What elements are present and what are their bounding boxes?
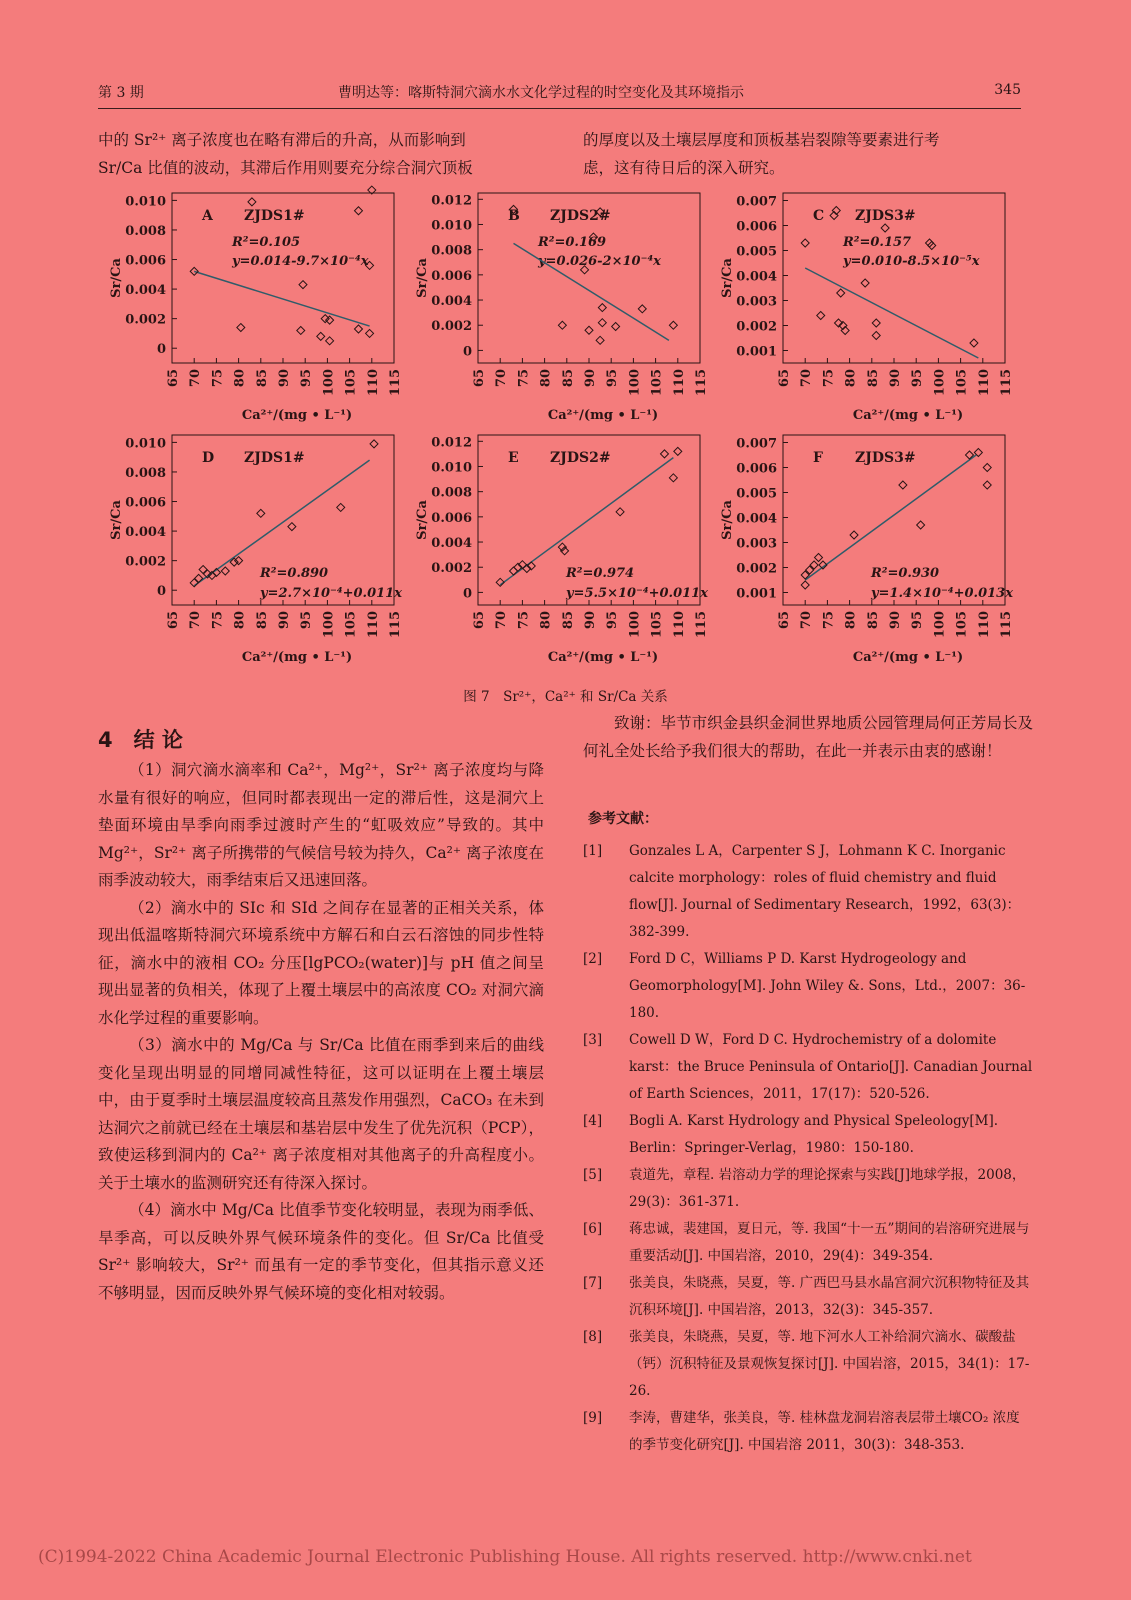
figure-caption: 图 7 Sr²⁺，Ca²⁺ 和 Sr/Ca 关系 [463, 689, 668, 705]
panel-c-equation: y=0.010-8.5×10⁻⁵x [843, 254, 980, 269]
reference-number: [6] [583, 1221, 603, 1237]
panel-b-site-label: ZJDS2# [550, 208, 611, 224]
reference-item [583, 946, 1033, 1027]
panel-f-y-tick-label: 0.001 [736, 586, 777, 602]
panel-d-data-point [199, 566, 207, 574]
reference-number: [7] [583, 1275, 603, 1291]
panel-e-x-tick-label: 110 [671, 611, 687, 639]
reference-list [583, 838, 1033, 1459]
panel-c-data-point [926, 239, 934, 247]
panel-d-x-tick-label: 110 [365, 611, 381, 639]
panel-a-data-point [237, 324, 245, 332]
panel-c-x-tick-label: 110 [976, 369, 992, 397]
panel-e-data-point [674, 447, 682, 455]
panel-b-data-point [585, 326, 593, 334]
panel-f-y-axis-label: Sr/Ca [720, 500, 735, 540]
reference-item [583, 1405, 1033, 1459]
panel-b-x-tick-label: 110 [671, 369, 687, 397]
panel-f-data-point [850, 531, 858, 539]
panel-d-y-tick-label: 0.002 [125, 554, 166, 570]
panel-e-y-tick-label: 0.012 [431, 435, 472, 451]
panel-c-x-tick-label: 80 [843, 369, 859, 388]
panel-f-y-tick-label: 0.002 [736, 561, 777, 577]
panel-d-data-point [221, 567, 229, 575]
panel-a-data-point [248, 198, 256, 206]
panel-a-x-tick-label: 110 [365, 369, 381, 397]
panel-b-y-tick-label: 0.002 [431, 319, 472, 335]
panel-a-letter: A [202, 208, 213, 224]
panel-d-data-point [288, 523, 296, 531]
header-rule [98, 108, 1021, 109]
conclusion-paragraph: （4）滴水中 Mg/Ca 比值季节变化较明显，表现为雨季低、旱季高，可以反映外界气候环境条件的变化。但 Sr/Ca 比值受 Sr²⁺ 影响较大，Sr²⁺ 而虽有一定的季节变化，但其指示意义还不够明显，因而反映外界气候环境的变化相对较弱。 [98, 1201, 544, 1302]
running-title: 曹明达等：喀斯特洞穴滴水水文化学过程的时空变化及其环境指示 [338, 85, 744, 101]
running-header [98, 82, 1021, 108]
panel-c-data-point [872, 319, 880, 327]
reference-item [583, 1108, 1033, 1162]
panel-c-x-tick-label: 70 [799, 369, 815, 388]
panel-a-x-tick-label: 100 [321, 369, 337, 397]
panel-a-data-point [326, 337, 334, 345]
reference-text: 蒋忠诚，裴建国，夏日元，等. 我国“十一五”期间的岩溶研究进展与重要活动[J]. 中国岩溶，2010，29(4)：349-354. [629, 1221, 1030, 1264]
panel-a-x-tick-label: 105 [343, 369, 359, 397]
acknowledgement: 致谢：毕节市织金县织金洞世界地质公园管理局何正芳局长及何礼全处长给予我们很大的帮助，在此一并表示由衷的感谢！ [583, 714, 1033, 760]
panel-f-x-tick-label: 80 [843, 611, 859, 630]
panel-b-y-tick-label: 0.004 [431, 294, 472, 310]
reference-number: [1] [583, 843, 603, 859]
panel-e-equation: y=5.5×10⁻⁴+0.011x [566, 586, 708, 601]
panel-a-equation: y=0.014-9.7×10⁻⁴x [232, 254, 369, 269]
reference-number: [3] [583, 1032, 603, 1048]
panel-b-x-tick-label: 65 [472, 369, 487, 388]
panel-b-y-tick-label: 0.010 [431, 218, 472, 234]
text-line: 中的 Sr²⁺ 离子浓度也在略有滞后的升高，从而影响到 [98, 131, 466, 149]
panel-d-y-tick-label: 0.008 [125, 465, 166, 481]
panel-e-x-tick-label: 100 [627, 611, 643, 639]
issue-label: 第 3 期 [98, 85, 144, 101]
panel-e-x-tick-label: 75 [516, 611, 532, 630]
panel-f-data-point [983, 464, 991, 472]
panel-f-site-label: ZJDS3# [855, 450, 916, 466]
panel-d-y-tick-label: 0.006 [125, 495, 166, 511]
panel-b-data-point [558, 321, 566, 329]
panel-f-y-tick-label: 0.004 [736, 511, 777, 527]
panel-d-x-tick-label: 100 [321, 611, 337, 639]
conclusion-paragraph: （2）滴水中的 SIc 和 SId 之间存在显著的正相关关系，体现出低温喀斯特洞穴环境系统中方解石和白云石溶蚀的同步性特征，滴水中的液相 CO₂ 分压[lgPCO₂(water)]与 pH 值之间呈现出显著的负相关，体现了上覆土壤层中的高浓度 CO₂ 对洞穴滴水化学过程的重要影响。 [98, 898, 544, 1027]
panel-f-x-tick-label: 95 [910, 611, 926, 630]
panel-a-r2: R²=0.105 [232, 235, 301, 250]
panel-c-x-tick-label: 95 [910, 369, 926, 388]
reference-text: Cowell D W，Ford D C. Hydrochemistry of a dolomite karst：the Bruce Peninsula of Ontario[J]. Canadian Journal of Earth Sciences，2011，17(17)：520-526. [629, 1032, 1033, 1102]
panel-e-x-axis-label: Ca²⁺/(mg • L⁻¹) [547, 650, 659, 665]
copyright-footer: (C)1994-2022 China Academic Journal Electronic Publishing House. All rights reserved. http://www.cnki.net [38, 1547, 972, 1567]
reference-text: 袁道先，章程. 岩溶动力学的理论探索与实践[J]地球学报，2008，29(3)：361-371. [629, 1167, 1026, 1210]
reference-text: Gonzales L A，Carpenter S J，Lohmann K C. Inorganic calcite morphology：roles of fluid chemistry and fluid flow[J]. Journal of Sedimentary Research，1992，63(3)：382-399. [629, 843, 1021, 940]
panel-e-data-point [616, 508, 624, 516]
reference-text: 张美良，朱晓燕，吴夏，等. 广西巴马县水晶宫洞穴沉积物特征及其沉积环境[J]. 中国岩溶，2013，32(3)：345-357. [629, 1275, 1030, 1318]
panel-f-x-tick-label: 85 [865, 611, 881, 630]
panel-b-y-tick-label: 0.008 [431, 243, 472, 259]
panel-e-site-label: ZJDS2# [550, 450, 611, 466]
panel-b-data-point [598, 319, 606, 327]
panel-e-data-point [660, 450, 668, 458]
panel-a-x-tick-label: 85 [254, 369, 270, 388]
panel-a-x-tick-label: 65 [166, 369, 181, 388]
reference-number: [4] [583, 1113, 603, 1129]
panel-d-letter: D [202, 450, 215, 466]
panel-a-site-label: ZJDS1# [244, 208, 305, 224]
reference-item [583, 1216, 1033, 1270]
panel-d-y-tick-label: 0.010 [125, 436, 166, 452]
panel-c-y-tick-label: 0.001 [736, 344, 777, 360]
panel-d-y-axis-label: Sr/Ca [109, 500, 124, 540]
panel-b-r2: R²=0.169 [538, 235, 607, 250]
panel-a-data-point [297, 326, 305, 334]
panel-d-r2: R²=0.890 [260, 566, 329, 581]
panel-c-data-point [881, 224, 889, 232]
panel-c-data-point [837, 289, 845, 297]
panel-b-x-tick-label: 70 [494, 369, 510, 388]
conclusion-paragraph: （1）洞穴滴水滴率和 Ca²⁺，Mg²⁺，Sr²⁺ 离子浓度均与降水量有很好的响应，但同时都表现出一定的滞后性，这是洞穴上垫面环境由旱季向雨季过渡时产生的“虹吸效应”导致的。其中 Mg²⁺，Sr²⁺ 离子所携带的气候信号较为持久，Ca²⁺ 离子浓度在雨季波动较大，雨季结束后又迅速回落。 [98, 761, 544, 889]
conclusion-paragraph: （3）滴水中的 Mg/Ca 与 Sr/Ca 比值在雨季到来后的曲线变化呈现出明显的同增同减性特征，这可以证明在上覆土壤层中，由于夏季时土壤层温度较高且蒸发作用强烈，CaCO₃ 在未到达洞穴之前就已经在土壤层和基岩层中发生了优先沉积（PCP），致使运移到洞内的 Ca²⁺ 离子浓度相对其他离子的升高程度小。关于土壤水的监测研究还有待深入探讨。 [98, 1036, 544, 1192]
reference-number: [5] [583, 1167, 603, 1183]
panel-e-y-tick-label: 0.002 [431, 561, 472, 577]
panel-b-x-tick-label: 115 [694, 369, 709, 397]
text-line: 虑，这有待日后的深入研究。 [583, 158, 785, 177]
panel-b-letter: B [508, 208, 520, 224]
panel-c-trend-line [805, 268, 978, 358]
panel-a-x-tick-label: 80 [232, 369, 248, 388]
panel-b-equation: y=0.026-2×10⁻⁴x [538, 254, 661, 269]
reference-text: 李涛，曹建华，张美良，等. 桂林盘龙洞岩溶表层带土壤CO₂ 浓度的季节变化研究[J]. 中国岩溶 2011，30(3)：348-353. [629, 1410, 1020, 1453]
panel-b-x-tick-label: 90 [583, 369, 598, 388]
panel-c-site-label: ZJDS3# [855, 208, 916, 224]
panel-b-x-tick-label: 80 [538, 369, 554, 388]
panel-b-y-tick-label: 0 [462, 344, 472, 360]
panel-d-site-label: ZJDS1# [244, 450, 305, 466]
panel-c-letter: C [813, 208, 825, 224]
panel-b-x-tick-label: 95 [605, 369, 621, 388]
panel-c-data-point [817, 312, 825, 320]
panel-f-equation: y=1.4×10⁻⁴+0.013x [871, 586, 1013, 601]
panel-e-y-tick-label: 0.008 [431, 485, 472, 501]
panel-b-data-point [638, 305, 646, 313]
panel-c-y-axis-label: Sr/Ca [720, 258, 735, 298]
panel-e-data-point [669, 474, 677, 482]
panel-d-y-tick-label: 0 [156, 584, 166, 600]
reference-number: [9] [583, 1410, 603, 1426]
panel-f-letter: F [813, 450, 823, 466]
panel-f-y-tick-label: 0.003 [736, 536, 777, 552]
right-top-text [583, 127, 1033, 182]
panel-d-data-point [337, 503, 345, 511]
reference-number: [2] [583, 951, 603, 967]
panel-a-y-tick-label: 0.008 [125, 223, 166, 239]
panel-c-y-tick-label: 0.002 [736, 319, 777, 335]
panel-d-x-tick-label: 75 [210, 611, 226, 630]
text-line: Sr/Ca 比值的波动，其滞后作用则要充分综合洞穴顶板 [98, 158, 473, 177]
panel-a-trend-line [194, 271, 369, 326]
panel-b-data-point [669, 321, 677, 329]
panel-d-x-tick-label: 95 [299, 611, 315, 630]
panel-b-data-point [596, 336, 604, 344]
panel-f-x-tick-label: 100 [932, 611, 948, 639]
panel-f-y-tick-label: 0.006 [736, 461, 777, 477]
panel-a-y-tick-label: 0.006 [125, 253, 166, 269]
reference-number: [8] [583, 1329, 603, 1345]
panel-f-x-tick-label: 110 [976, 611, 992, 639]
panel-d-x-axis-label: Ca²⁺/(mg • L⁻¹) [241, 650, 353, 665]
panel-c-x-tick-label: 90 [888, 369, 903, 388]
panel-c-y-tick-label: 0.007 [736, 194, 777, 210]
panel-e-y-tick-label: 0 [462, 586, 472, 602]
panel-a-y-tick-label: 0.010 [125, 194, 166, 210]
panel-e-x-tick-label: 80 [538, 611, 554, 630]
figure-7 [0, 185, 1131, 685]
panel-f-x-tick-label: 90 [888, 611, 903, 630]
panel-f-x-axis-label: Ca²⁺/(mg • L⁻¹) [852, 650, 964, 665]
panel-b-x-tick-label: 105 [649, 369, 665, 397]
panel-e-letter: E [508, 450, 519, 466]
panel-f-data-point [983, 481, 991, 489]
panel-c-data-point [928, 242, 936, 250]
panel-a-data-point [321, 315, 329, 323]
panel-f-x-tick-label: 105 [954, 611, 970, 639]
reference-item [583, 838, 1033, 946]
panel-d-x-tick-label: 105 [343, 611, 359, 639]
section-title: 4 结 论 [98, 728, 183, 752]
panel-d-equation: y=2.7×10⁻⁴+0.011x [260, 586, 402, 601]
reference-text: Bogli A. Karst Hydrology and Physical Speleology[M]. Berlin：Springer-Verlag，1980：150-180. [629, 1113, 999, 1156]
panel-c-x-tick-label: 75 [821, 369, 837, 388]
panel-c-x-axis-label: Ca²⁺/(mg • L⁻¹) [852, 408, 964, 423]
panel-b-y-tick-label: 0.012 [431, 193, 472, 209]
panel-c-data-point [872, 332, 880, 340]
panel-c-data-point [861, 279, 869, 287]
panel-d-x-tick-label: 85 [254, 611, 270, 630]
panel-a-x-tick-label: 75 [210, 369, 226, 388]
panel-e-y-tick-label: 0.004 [431, 536, 472, 552]
panel-f-x-tick-label: 115 [999, 611, 1014, 639]
panel-b-x-axis-label: Ca²⁺/(mg • L⁻¹) [547, 408, 659, 423]
panel-c-data-point [801, 239, 809, 247]
panel-c-x-tick-label: 115 [999, 369, 1014, 397]
panel-f-x-tick-label: 65 [777, 611, 792, 630]
panel-b-data-point [612, 322, 620, 330]
panel-a-data-point [317, 332, 325, 340]
panel-d-x-tick-label: 70 [188, 611, 204, 630]
panel-f-x-tick-label: 75 [821, 611, 837, 630]
panel-a-x-tick-label: 95 [299, 369, 315, 388]
panel-f-trend-line [805, 455, 976, 580]
reference-item [583, 1270, 1033, 1324]
panel-e-r2: R²=0.974 [566, 566, 635, 581]
panel-f-data-point [815, 554, 823, 562]
panel-c-x-tick-label: 100 [932, 369, 948, 397]
panel-a-data-point [354, 325, 362, 333]
panel-f-r2: R²=0.930 [871, 566, 940, 581]
panel-a-x-tick-label: 115 [388, 369, 403, 397]
text-line: 的厚度以及土壤层厚度和顶板基岩裂隙等要素进行考 [583, 131, 940, 149]
panel-a-data-point [366, 329, 374, 337]
panel-b-x-tick-label: 100 [627, 369, 643, 397]
panel-d-data-point [257, 509, 265, 517]
panel-c-x-tick-label: 85 [865, 369, 881, 388]
panel-e-y-tick-label: 0.006 [431, 510, 472, 526]
panel-d-x-tick-label: 65 [166, 611, 181, 630]
panel-e-x-tick-label: 115 [694, 611, 709, 639]
panel-b-data-point [598, 304, 606, 312]
panel-c-r2: R²=0.157 [843, 235, 912, 250]
acknowledgement-block [583, 710, 1033, 765]
left-top-text [98, 127, 544, 182]
panel-f-y-tick-label: 0.007 [736, 436, 777, 452]
panel-b-x-tick-label: 75 [516, 369, 532, 388]
panel-f-x-tick-label: 70 [799, 611, 815, 630]
page-number: 345 [994, 82, 1021, 98]
panel-b-x-tick-label: 85 [560, 369, 576, 388]
reference-item [583, 1324, 1033, 1405]
panel-e-x-tick-label: 105 [649, 611, 665, 639]
reference-item [583, 1027, 1033, 1108]
panel-a-x-axis-label: Ca²⁺/(mg • L⁻¹) [241, 408, 353, 423]
reference-text: 张美良，朱晓燕，吴夏，等. 地下河水人工补给洞穴滴水、碳酸盐（钙）沉积特征及景观恢复探讨[J]. 中国岩溶，2015，34(1)：17-26. [629, 1329, 1030, 1399]
panel-a-y-tick-label: 0.002 [125, 312, 166, 328]
panel-b-y-tick-label: 0.006 [431, 268, 472, 284]
panel-a-y-tick-label: 0.004 [125, 283, 166, 299]
panel-a-data-point [299, 281, 307, 289]
panel-c-data-point [970, 339, 978, 347]
panel-c-x-tick-label: 65 [777, 369, 792, 388]
panel-d-x-tick-label: 80 [232, 611, 248, 630]
conclusions [98, 757, 544, 1307]
panel-a-x-tick-label: 70 [188, 369, 204, 388]
panel-c-y-tick-label: 0.005 [736, 244, 777, 260]
panel-e-x-tick-label: 85 [560, 611, 576, 630]
panel-e-x-tick-label: 65 [472, 611, 487, 630]
panel-f-data-point [801, 581, 809, 589]
panel-f-y-tick-label: 0.005 [736, 486, 777, 502]
panel-e-y-tick-label: 0.010 [431, 460, 472, 476]
panel-e-y-axis-label: Sr/Ca [415, 500, 430, 540]
panel-c-y-tick-label: 0.003 [736, 294, 777, 310]
panel-d-y-tick-label: 0.004 [125, 525, 166, 541]
panel-a-data-point [354, 207, 362, 215]
panel-d-x-tick-label: 115 [388, 611, 403, 639]
panel-e-x-tick-label: 95 [605, 611, 621, 630]
references-title: 参考文献： [588, 811, 658, 827]
panel-b-y-axis-label: Sr/Ca [415, 258, 430, 298]
panel-a-y-axis-label: Sr/Ca [109, 258, 124, 298]
panel-c-x-tick-label: 105 [954, 369, 970, 397]
reference-item [583, 1162, 1033, 1216]
panel-e-x-tick-label: 90 [583, 611, 598, 630]
reference-text: Ford D C，Williams P D. Karst Hydrogeology and Geomorphology[M]. John Wiley &. Sons，Ltd.，2007：36-180. [629, 951, 1026, 1021]
panel-d-data-point [235, 557, 243, 565]
panel-a-y-tick-label: 0 [156, 342, 166, 358]
panel-d-x-tick-label: 90 [277, 611, 292, 630]
panel-c-y-tick-label: 0.006 [736, 219, 777, 235]
panel-f-data-point [917, 521, 925, 529]
panel-a-x-tick-label: 90 [277, 369, 292, 388]
panel-a-data-point [326, 316, 334, 324]
panel-d-data-point [370, 440, 378, 448]
panel-c-y-tick-label: 0.004 [736, 269, 777, 285]
panel-e-x-tick-label: 70 [494, 611, 510, 630]
panel-f-data-point [899, 481, 907, 489]
